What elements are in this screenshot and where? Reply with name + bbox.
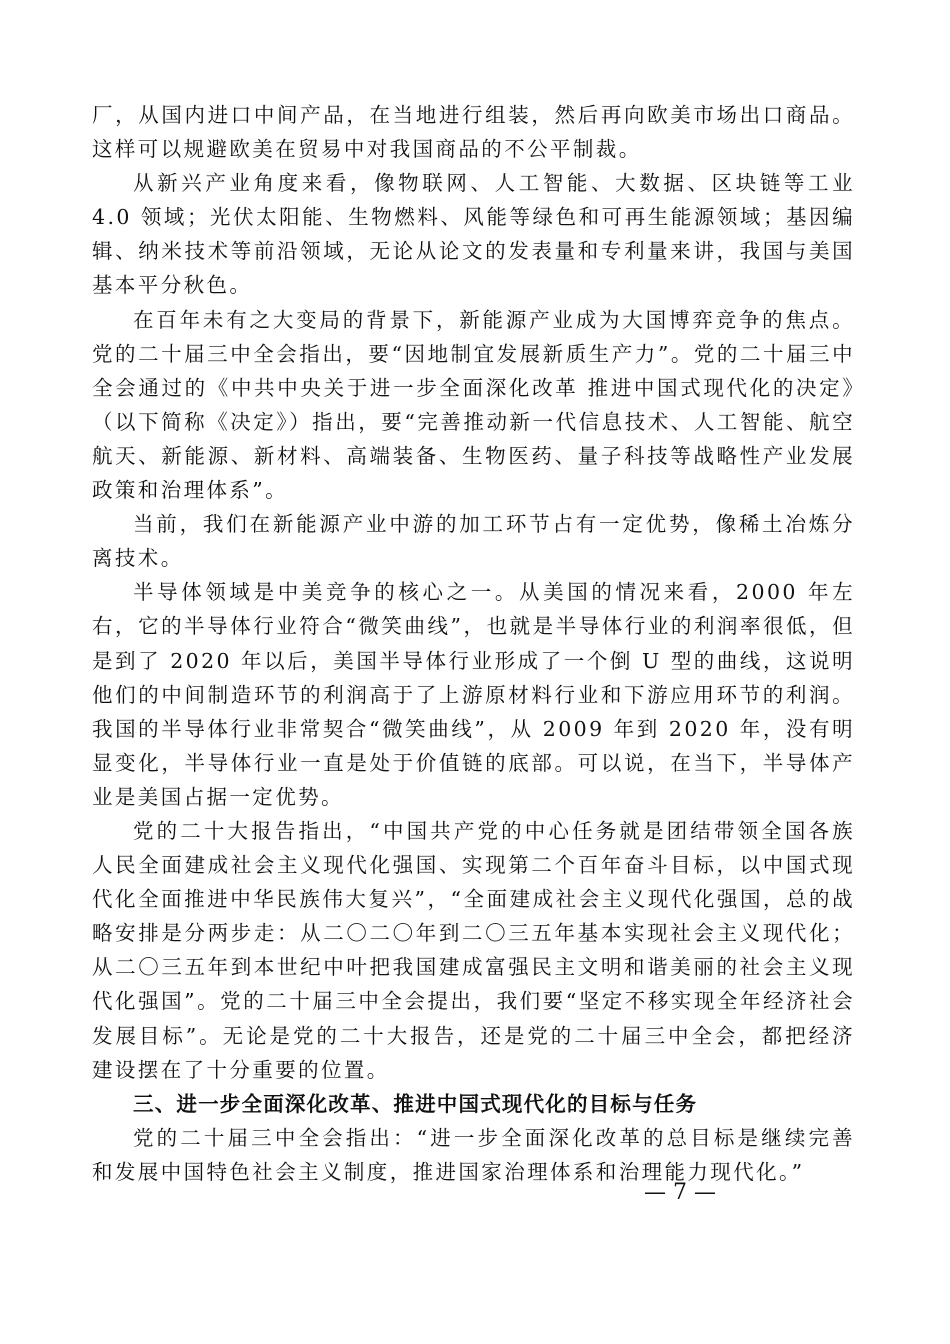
paragraph-closing: 党的二十届三中全会指出：“进一步全面深化改革的总目标是继续完善和发展中国特色社会主义制度，推进国家治理体系和治理能力现代化。” [92,1125,855,1184]
paragraph-continuation: 厂，从国内进口中间产品，在当地进行组装，然后再向欧美市场出口商品。这样可以规避欧美在贸易中对我国商品的不公平制裁。 [92,103,855,162]
paragraph-semiconductor: 半导体领域是中美竞争的核心之一。从美国的情况来看，2000 年左右，它的半导体行业符合“微笑曲线”，也就是半导体行业的利润率很低，但是到了 2020 年以后，美国半导体行业形成了一个倒 U 型的曲线，这说明他们的中间制造环节的利润高于了上游原材料行业和下游应用环节的利润。我国的半导体行业非常契合“微笑曲线”，从 2009 年到 2020 年，没有明显变化，半导体行业一直是处于价值链的底部。可以说，在当下，半导体产业是美国占据一定优势。 [92,580,855,809]
page-number: — 7 — [644,1180,716,1205]
section-heading: 三、进一步全面深化改革、推进中国式现代化的目标与任务 [133,1091,698,1116]
paragraph-twentieth-congress: 党的二十大报告指出，“中国共产党的中心任务就是团结带领全国各族人民全面建成社会主义现代化强国、实现第二个百年奋斗目标，以中国式现代化全面推进中华民族伟大复兴”，“全面建成社会主义现代化强国，总的战略安排是分两步走：从二〇二〇年到二〇三五年基本实现社会主义现代化；从二〇三五年到本世纪中叶把我国建成富强民主文明和谐美丽的社会主义现代化强国”。党的二十届三中全会提出，我们要“坚定不移实现全年经济社会发展目标”。无论是党的二十大报告，还是党的二十届三中全会，都把经济建设摆在了十分重要的位置。 [92,818,855,1082]
paragraph-midstream-advantage: 当前，我们在新能源产业中游的加工环节占有一定优势，像稀土冶炼分离技术。 [92,512,855,571]
document-body [92,98,855,1189]
paragraph-new-energy: 在百年未有之大变局的背景下，新能源产业成为大国博弈竞争的焦点。党的二十届三中全会指出，要“因地制宜发展新质生产力”。党的二十届三中全会通过的《中共中央关于进一步全面深化改革 推进中国式现代化的决定》（以下简称《决定》）指出，要“完善推动新一代信息技术、人工智能、航空航天、新能源、新材料、高端装备、生物医药、量子科技等战略性产业发展政策和治理体系”。 [92,307,855,503]
paragraph-emerging-industries: 从新兴产业角度来看，像物联网、人工智能、大数据、区块链等工业 4.0 领域；光伏太阳能、生物燃料、风能等绿色和可再生能源领域；基因编辑、纳米技术等前沿领域，无论从论文的发表量和专利量来讲，我国与美国基本平分秋色。 [92,171,855,298]
